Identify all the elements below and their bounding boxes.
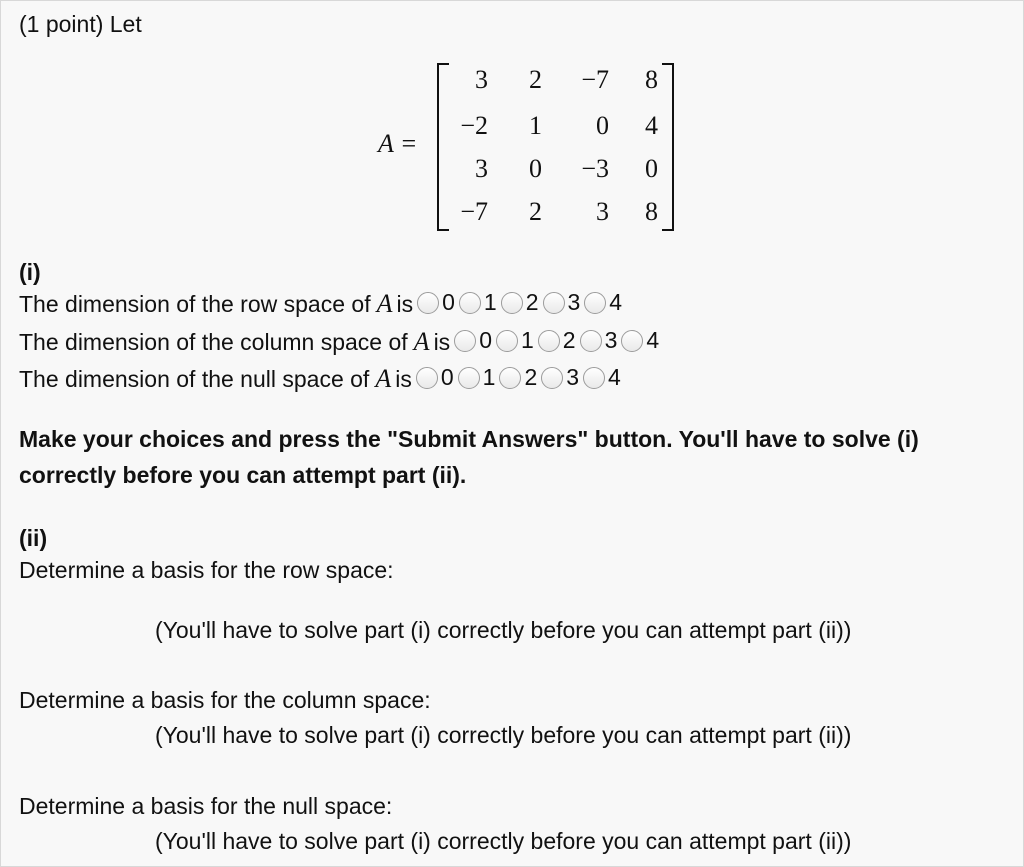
column-space-basis-note: (You'll have to solve part (i) correctly before you can attempt part (ii)) (155, 722, 852, 748)
radio-option-label: 2 (525, 289, 539, 315)
radio-button[interactable] (458, 367, 480, 389)
radio-button[interactable] (501, 292, 523, 314)
matrix-label: A = (378, 129, 418, 158)
radio-button[interactable] (416, 367, 438, 389)
matrix-cell: 3 (475, 154, 488, 183)
question-suffix: is (433, 328, 451, 355)
radio-option-1[interactable] (492, 327, 534, 354)
column-space-basis-prompt: Determine a basis for the column space: (19, 687, 431, 713)
part-ii-label: (ii) (19, 525, 48, 551)
radio-option-0[interactable] (413, 289, 455, 316)
row-space-basis-prompt: Determine a basis for the row space: (19, 557, 394, 583)
radio-option-label: 3 (567, 289, 581, 315)
radio-option-label: 0 (442, 289, 455, 315)
matrix-cell: −2 (460, 111, 488, 140)
matrix-cell: −3 (581, 154, 609, 183)
radio-button[interactable] (417, 292, 439, 314)
matrix-cell: 8 (645, 197, 658, 226)
matrix-cell: −7 (581, 65, 609, 94)
radio-button[interactable] (543, 292, 565, 314)
radio-option-2[interactable] (534, 327, 576, 354)
column-space-dimension-question (19, 327, 659, 358)
null-space-basis-note: (You'll have to solve part (i) correctly before you can attempt part (ii)) (155, 828, 852, 854)
radio-option-label: 0 (440, 364, 454, 390)
radio-option-label: 2 (562, 327, 576, 353)
radio-option-3[interactable] (539, 289, 581, 316)
matrix-cell: −7 (460, 197, 488, 226)
radio-option-4[interactable] (579, 364, 621, 391)
radio-button[interactable] (584, 292, 606, 314)
matrix-cell: 8 (645, 65, 658, 94)
radio-option-4[interactable] (617, 327, 659, 354)
matrix-cell: 3 (596, 197, 609, 226)
instructions-line-2: correctly before you can attempt part (ii). (19, 462, 467, 488)
instructions-line-1: Make your choices and press the "Submit Answers" button. You'll have to solve (i) (19, 426, 919, 452)
radio-group (413, 289, 622, 320)
radio-button[interactable] (538, 330, 560, 352)
radio-option-1[interactable] (454, 364, 496, 391)
row-space-dimension-question (19, 289, 622, 320)
radio-option-label: 2 (524, 364, 538, 390)
matrix-cell: 0 (529, 154, 542, 183)
question-suffix: is (396, 290, 414, 317)
matrix-cell: 1 (529, 111, 542, 140)
question-prefix: The dimension of the row space of (19, 290, 371, 317)
radio-option-label: 0 (479, 327, 492, 353)
radio-button[interactable] (580, 330, 602, 352)
radio-option-label: 4 (608, 364, 621, 390)
radio-option-0[interactable] (412, 364, 454, 391)
radio-option-label: 1 (482, 364, 496, 390)
null-space-basis-prompt: Determine a basis for the null space: (19, 793, 393, 819)
radio-option-label: 1 (520, 327, 534, 353)
matrix-right-bracket (662, 63, 674, 231)
matrix-variable: A (413, 327, 430, 357)
radio-option-0[interactable] (450, 327, 492, 354)
matrix-cell: 4 (645, 111, 658, 140)
radio-button[interactable] (496, 330, 518, 352)
matrix-variable: A (376, 289, 393, 319)
radio-option-1[interactable] (455, 289, 497, 316)
radio-option-label: 3 (604, 327, 618, 353)
row-space-basis-note: (You'll have to solve part (i) correctly before you can attempt part (ii)) (155, 617, 852, 643)
radio-button[interactable] (541, 367, 563, 389)
question-suffix: is (395, 365, 412, 392)
problem-header: (1 point) Let (19, 11, 142, 37)
matrix-cell: 0 (596, 111, 609, 140)
radio-option-3[interactable] (576, 327, 618, 354)
radio-button[interactable] (459, 292, 481, 314)
matrix-cell: 0 (645, 154, 658, 183)
radio-option-label: 4 (609, 289, 623, 315)
question-prefix: The dimension of the column space of (19, 328, 408, 355)
radio-option-4[interactable] (580, 289, 622, 316)
radio-option-2[interactable] (497, 289, 539, 316)
radio-button[interactable] (621, 330, 643, 352)
radio-group (450, 327, 659, 358)
radio-group (412, 364, 621, 395)
radio-option-label: 3 (566, 364, 580, 390)
radio-option-3[interactable] (537, 364, 579, 391)
null-space-dimension-question (19, 364, 621, 395)
radio-option-label: 1 (483, 289, 497, 315)
radio-button[interactable] (454, 330, 476, 352)
matrix-cell: 3 (475, 65, 488, 94)
radio-option-2[interactable] (495, 364, 537, 391)
radio-button[interactable] (583, 367, 605, 389)
radio-option-label: 4 (646, 327, 660, 353)
question-prefix: The dimension of the null space of (19, 365, 370, 392)
radio-button[interactable] (499, 367, 521, 389)
matrix-cell: 2 (529, 65, 542, 94)
matrix-cell: 2 (529, 197, 542, 226)
part-i-label: (i) (19, 259, 41, 285)
matrix-variable: A (375, 364, 392, 394)
